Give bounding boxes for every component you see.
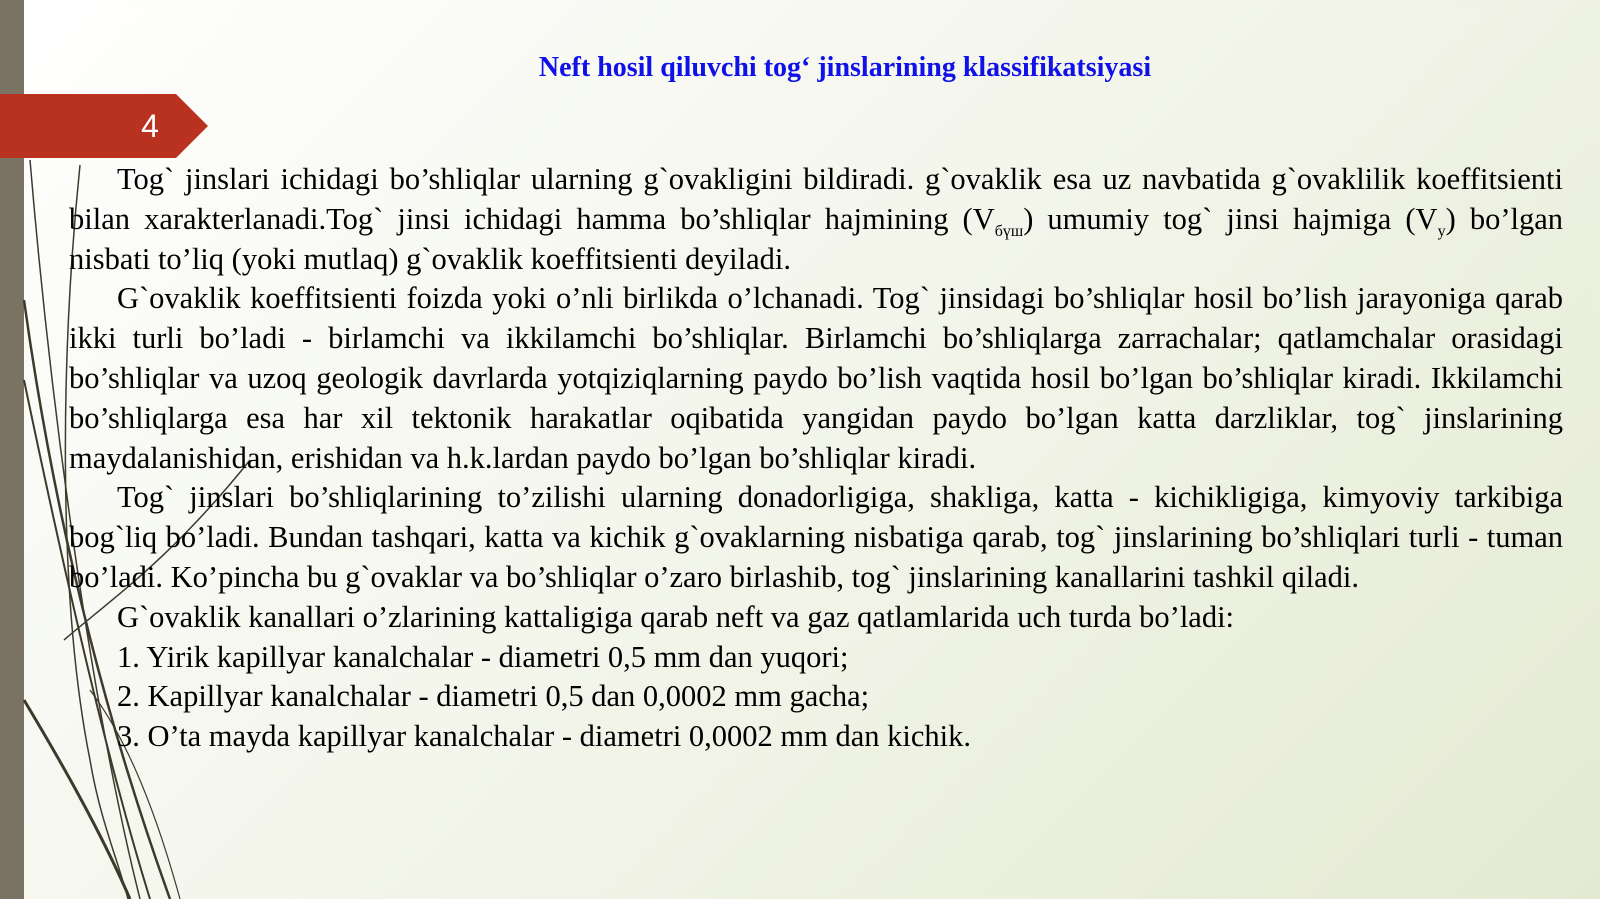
paragraph-3: Tog` jinslari bo’shliqlarining to’zilishi ularning donadorligiga, shakliga, katta - kichikligiga, kimyoviy tarkibiga bog`liq bo’ladi. Bundan tashqari, katta va kichik g`ovaklarning nisbatiga qarab, tog` jinslarining bo’shliqlari turli - tuman bo’ladi. Ko’pincha bu g`ovaklar va bo’shliqlar o’zaro birlashib, tog` jinslarining kanallarini tashkil qiladi. — [69, 480, 1563, 594]
slide-number-badge — [0, 94, 210, 158]
list-item-2: 2. Kapillyar kanalchalar - diametri 0,5 dan 0,0002 mm gacha; — [117, 679, 870, 714]
paragraph-2: G`ovaklik koeffitsienti foizda yoki o’nli birlikda o’lchanadi. Tog` jinsidagi bo’shliqlar hosil bo’lish jarayoniga qarab ikki turli bo’ladi - birlamchi va ikkilamchi bo’shliqlar. Birlamchi bo’shliqlarga zarrachalar; qatlamchalar orasidagi bo’shliqlar va uzoq geologik davrlarda yotqiziqlarning paydo bo’lish vaqtida hosil bo’lgan bo’shliqlar kiradi. Ikkilamchi bo’shliqlarga esa har xil tektonik harakatlar oqibatida yangidan paydo bo’lgan katta darzliklar, tog` jinslarining maydalanishidan, erishidan va h.k.lardan paydo bo’lgan bo’shliqlar kiradi. — [69, 281, 1563, 475]
slide-body — [69, 160, 1563, 757]
list-item-1: 1. Yirik kapillyar kanalchalar - diametri 0,5 mm dan yuqori; — [117, 639, 849, 674]
paragraph-1 — [69, 160, 1563, 279]
p1-subscript-1: бүш — [994, 222, 1024, 240]
slide-number: 4 — [141, 108, 159, 144]
slide-title: Neft hosil qiluvchi tog‘ jinslarining klassifikatsiyasi — [538, 52, 1152, 83]
p1-subscript-2: y — [1437, 222, 1446, 240]
p1-text-a: Tog` jinslari ichidagi bo’shliqlar ularning g`ovakligini bildiradi. g`ovaklik esa uz navbatida g`ovaklilik koeffitsienti bilan xarakterlanadi.Tog` jinsi ichidagi hamma bo’shliqlar hajmining (V — [69, 162, 1563, 236]
list-item-3: 3. O’ta mayda kapillyar kanalchalar - diametri 0,0002 mm dan kichik. — [117, 719, 972, 754]
p1-text-c: ) bo’lgan nisbati to’liq (yoki mutlaq) g`ovaklik koeffitsienti deyiladi. — [69, 201, 1563, 276]
p1-text-b: ) umumiy tog` jinsi hajmiga (V — [1023, 201, 1438, 236]
paragraph-4: G`ovaklik kanallari o’zlarining kattaligiga qarab neft va gaz qatlamlarida uch turda bo’ladi: — [117, 599, 1235, 634]
